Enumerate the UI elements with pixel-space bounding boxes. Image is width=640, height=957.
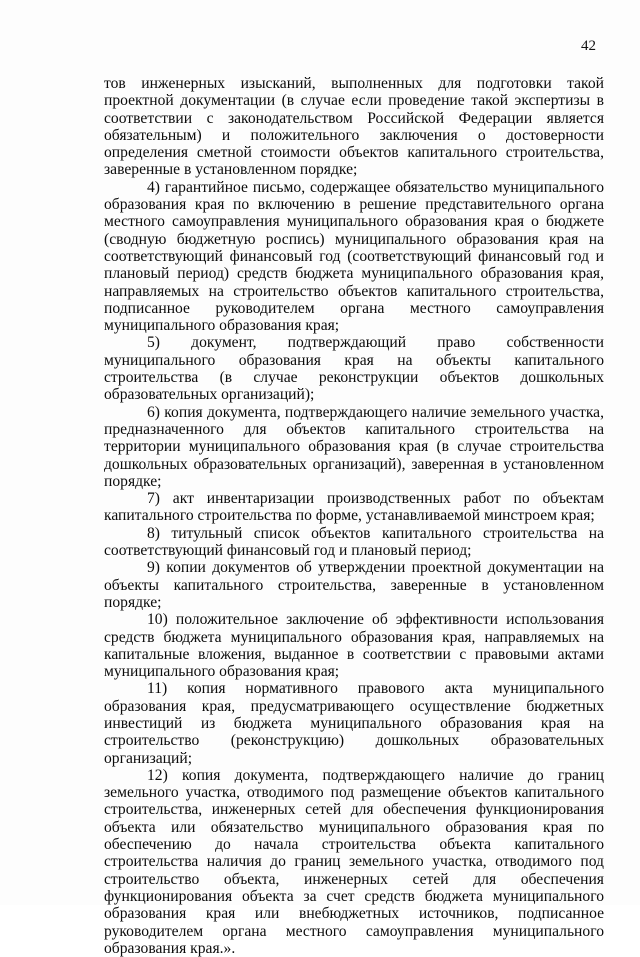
paragraph-item-12: 12) копия документа, подтверждающего наличие до границ земельного участка, отводимого под размещение объектов капитального строительства, инженерных сетей для обеспечения функционирования объекта или обязательство муниципального образования края по обеспечению до начала строительства объекта капитального строительства наличия до границ земельного участка, отводимого под строительство объекта, инженерных сетей для обеспечения функционирования объекта за счет средств бюджета муниципального образования края или внебюджетных источников, подписанное руководителем органа местного самоуправления муниципального образования края.».: [104, 766, 604, 957]
document-body: [104, 75, 604, 957]
paragraph-item-5: 5) документ, подтверждающий право собственности муниципального образования края на объекты капитального строительства (в случае реконструкции объектов дошкольных образовательных организаций);: [104, 334, 604, 404]
paragraph-continuation: тов инженерных изысканий, выполненных для подготовки такой проектной документации (в случае если проведение такой экспертизы в соответствии с законодательством Российской Федерации является обязательным) и положительного заключения о достоверности определения сметной стоимости объектов капитального строительства, заверенные в установленном порядке;: [104, 75, 604, 179]
page-number: 42: [581, 38, 596, 54]
paragraph-item-9: 9) копии документов об утверждении проектной документации на объекты капитального строительства, заверенные в установленном порядке;: [104, 559, 604, 611]
paragraph-item-8: 8) титульный список объектов капитального строительства на соответствующий финансовый год и плановый период;: [104, 524, 604, 560]
paragraph-item-10: 10) положительное заключение об эффективности использования средств бюджета муниципального образования края, направляемых на капитальные вложения, выданное в соответствии с правовыми актами муниципального образования края;: [104, 611, 604, 681]
paragraph-item-4: 4) гарантийное письмо, содержащее обязательство муниципального образования края по включению в решение представительного органа местного самоуправления муниципального образования края о бюджете (сводную бюджетную роспись) муниципального образования края на соответствующий финансовый год (соответствующий финансовый год и плановый период) средств бюджета муниципального образования края, направляемых на строительство объектов капитального строительства, подписанное руководителем органа местного самоуправления муниципального образования края;: [104, 178, 604, 335]
paragraph-item-7: 7) акт инвентаризации производственных работ по объектам капитального строительства по форме, устанавливаемой минстроем края;: [104, 490, 604, 525]
paragraph-item-11: 11) копия нормативного правового акта муниципального образования края, предусматривающего осуществление бюджетных инвестиций из бюджета муниципального образования края на строительство (реконструкцию) дошкольных образовательных организаций;: [104, 680, 604, 767]
paragraph-item-6: 6) копия документа, подтверждающего наличие земельного участка, предназначенного для объектов капитального строительства на территории муниципального образования края (в случае строительства дошкольных образовательных организаций), заверенная в установленном порядке;: [104, 403, 604, 490]
